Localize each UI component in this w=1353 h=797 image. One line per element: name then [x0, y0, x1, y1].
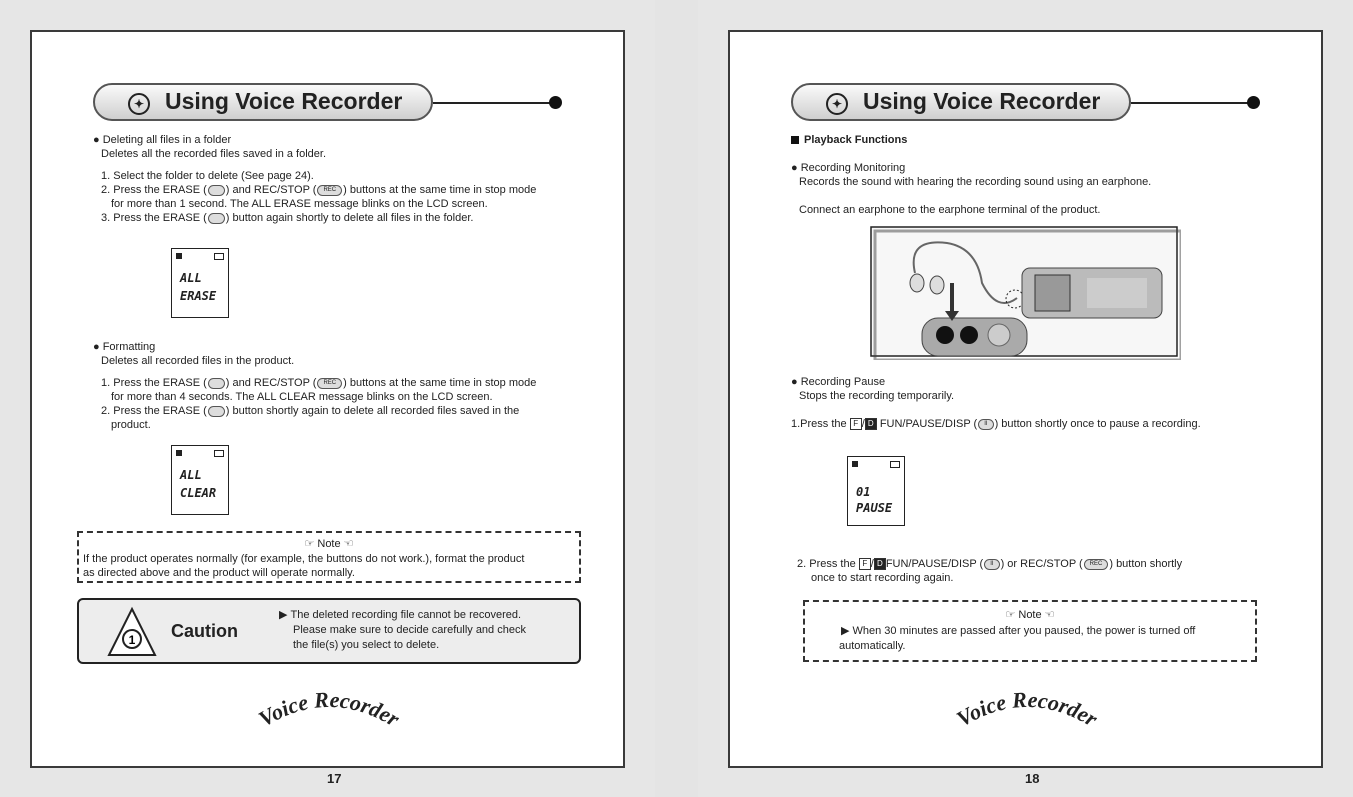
page-number: 17 — [327, 771, 342, 786]
left-page — [0, 0, 655, 797]
format-step-2: 2. Press the ERASE ( ) button shortly again to delete all recorded files saved in the — [101, 405, 520, 417]
delete-step-2: 2. Press the ERASE ( ) and REC/STOP ( REC ) buttons at the same time in stop mode — [101, 184, 537, 196]
right-page-frame — [728, 30, 1323, 786]
section-heading: Playback Functions — [791, 133, 907, 147]
pause-step-1: 1.Press the F / D FUN/PAUSE/DISP ( II ) button shortly once to pause a recording. — [791, 418, 1201, 430]
svg-text:Voice Recorder: Voice Recorder — [952, 686, 1102, 732]
format-step-1: 1. Press the ERASE ( ) and REC/STOP ( REC ) buttons at the same time in stop mode — [101, 377, 537, 389]
pause-heading: ● Recording Pause — [791, 376, 886, 388]
formatting-desc: Deletes all recorded files in the product. — [101, 355, 295, 367]
note-box — [77, 531, 581, 583]
battery-icon — [214, 253, 224, 260]
monitoring-desc: Records the sound with hearing the recording sound using an earphone. — [799, 176, 1152, 188]
d-key-icon: D — [865, 418, 877, 430]
pause-step-2: 2. Press the F / D FUN/PAUSE/DISP ( II ) or REC/STOP ( REC ) button shortly — [797, 558, 1183, 570]
rec-button-icon: REC — [317, 378, 342, 389]
erase-button-icon — [208, 406, 225, 417]
formatting-heading: ● Formatting — [93, 341, 156, 353]
voice-recorder-brand — [917, 678, 1137, 748]
folder-a-icon — [176, 450, 182, 456]
folder-a-icon — [852, 461, 858, 467]
header-rule — [433, 102, 553, 104]
recorder-logo-icon: ✦ — [128, 93, 150, 115]
note-line-2: automatically. — [839, 640, 906, 652]
caution-icon — [107, 606, 157, 658]
note-line-1: If the product operates normally (for example, the buttons do not work.), format the product — [83, 553, 525, 565]
note-line-2: as directed above and the product will operate normally. — [83, 567, 355, 579]
delete-folder-desc: Deletes all the recorded files saved in a folder. — [101, 148, 327, 160]
right-page-content — [767, 63, 1282, 786]
delete-step-3: 3. Press the ERASE ( ) button again shortly to delete all files in the folder. — [101, 212, 474, 224]
lcd-all-clear: ALL CLEAR — [171, 445, 229, 515]
svg-text:Voice Recorder: Voice Recorder — [254, 686, 404, 732]
caution-line-2: Please make sure to decide carefully and check — [293, 624, 526, 636]
header-rule-dot — [549, 96, 562, 109]
battery-icon — [214, 450, 224, 457]
voice-recorder-brand — [219, 678, 439, 748]
erase-button-icon — [208, 185, 225, 196]
f-key-icon: F — [859, 558, 871, 570]
left-page-content — [69, 63, 584, 786]
recorder-logo-icon: ✦ — [826, 93, 848, 115]
caution-label: Caution — [171, 621, 238, 641]
lcd-all-erase: ALL ERASE — [171, 248, 229, 318]
header-rule — [1131, 102, 1251, 104]
header-banner — [791, 83, 1131, 121]
svg-text:1: 1 — [128, 633, 136, 647]
erase-button-icon — [208, 378, 225, 389]
page-title: Using Voice Recorder — [165, 88, 403, 114]
pause-button-icon: II — [978, 419, 993, 430]
format-step-2-cont: product. — [111, 419, 151, 431]
folder-a-icon — [176, 253, 182, 259]
header-banner — [93, 83, 433, 121]
note-title: ☞ Note ☜ — [1005, 609, 1055, 621]
earphone-connection-illustration — [867, 223, 1181, 360]
caution-box — [77, 598, 581, 664]
page-number: 18 — [1025, 771, 1040, 786]
right-page — [698, 0, 1353, 797]
note-line-1: ▶ When 30 minutes are passed after you paused, the power is turned off — [841, 625, 1196, 637]
delete-step-1: 1. Select the folder to delete (See page 24). — [101, 170, 314, 182]
pause-step-2-cont: once to start recording again. — [811, 572, 954, 584]
left-page-frame — [30, 30, 625, 786]
erase-button-icon — [208, 213, 225, 224]
rec-button-icon: REC — [317, 185, 342, 196]
format-step-1-cont: for more than 4 seconds. The ALL CLEAR message blinks on the LCD screen. — [111, 391, 493, 403]
square-bullet-icon — [791, 136, 799, 144]
note-title: ☞ Note ☜ — [304, 538, 354, 550]
delete-folder-heading: ● Deleting all files in a folder — [93, 134, 232, 146]
d-key-icon: D — [874, 558, 886, 570]
header-rule-dot — [1247, 96, 1260, 109]
page-title: Using Voice Recorder — [863, 88, 1101, 114]
battery-icon — [890, 461, 900, 468]
delete-step-2-cont: for more than 1 second. The ALL ERASE message blinks on the LCD screen. — [111, 198, 488, 210]
caution-line-3: the file(s) you select to delete. — [293, 639, 440, 651]
pause-button-icon: II — [984, 559, 999, 570]
f-key-icon: F — [850, 418, 862, 430]
lcd-pause: 01 PAUSE — [847, 456, 905, 526]
monitoring-heading: ● Recording Monitoring — [791, 162, 906, 174]
pause-desc: Stops the recording temporarily. — [799, 390, 955, 402]
caution-line-1: ▶ The deleted recording file cannot be recovered. — [279, 609, 522, 621]
monitoring-connect: Connect an earphone to the earphone terminal of the product. — [799, 204, 1101, 216]
note-box — [803, 600, 1257, 662]
rec-button-icon: REC — [1084, 559, 1109, 570]
